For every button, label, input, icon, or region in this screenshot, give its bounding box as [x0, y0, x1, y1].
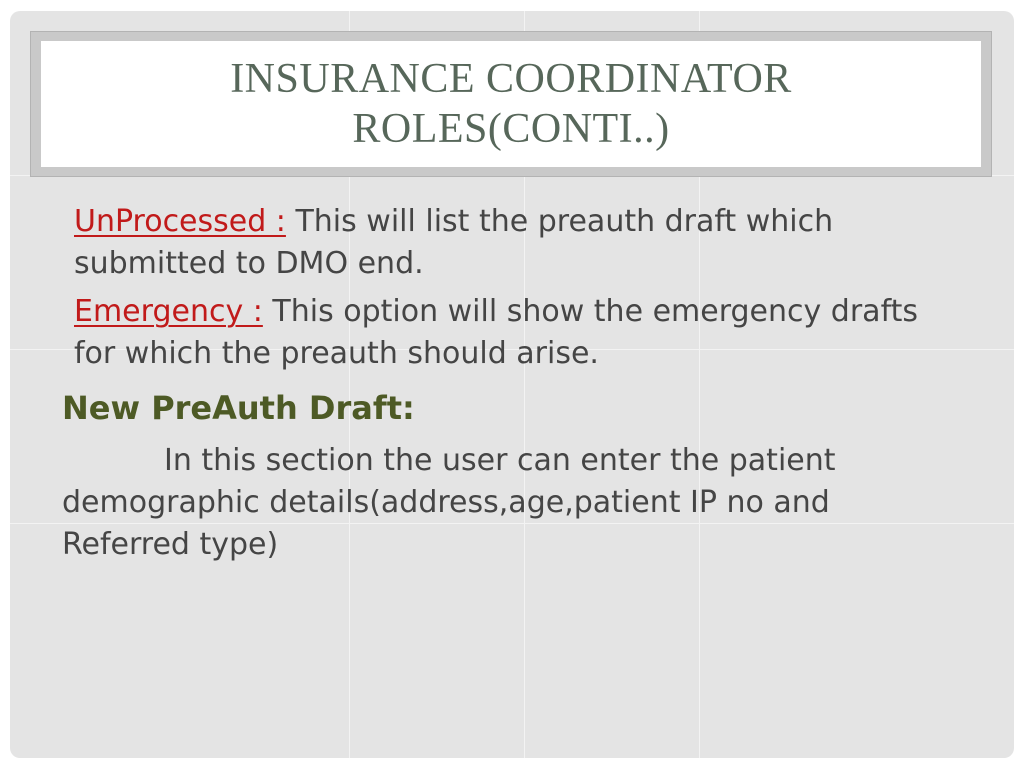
- bullet-unprocessed: [74, 201, 954, 285]
- description-emergency: This option will show the emergency drafts for which the preauth should arise.: [74, 294, 918, 371]
- slide-title-line-2: ROLES(CONTI..): [352, 106, 670, 152]
- slide-title-line-1: INSURANCE COORDINATOR: [230, 56, 792, 102]
- term-unprocessed: UnProcessed :: [74, 204, 286, 239]
- slide: [10, 11, 1014, 758]
- term-emergency: Emergency :: [74, 294, 263, 329]
- section-body-text: In this section the user can enter the patient demographic details(address,age,patient IP no and Referred type): [62, 443, 836, 562]
- section-heading: New PreAuth Draft:: [62, 389, 415, 427]
- bullet-emergency: [74, 291, 954, 375]
- description-unprocessed: This will list the preauth draft which submitted to DMO end.: [74, 204, 834, 281]
- slide-content: [10, 11, 1014, 758]
- section-body: [62, 440, 952, 566]
